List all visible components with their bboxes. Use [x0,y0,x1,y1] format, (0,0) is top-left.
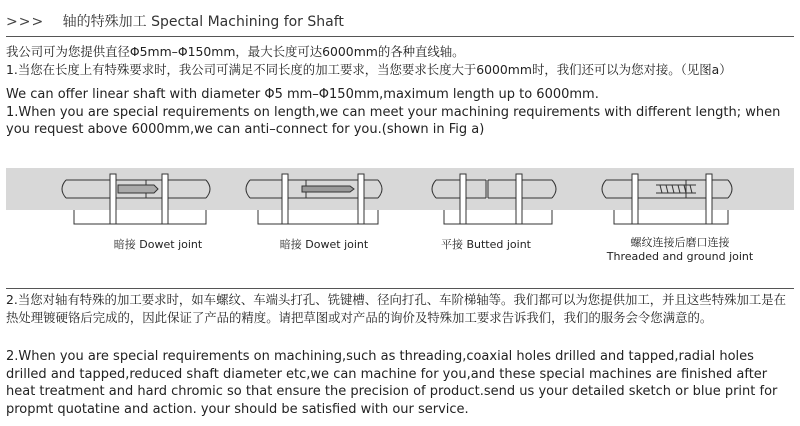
section2-cn-paragraph: 2.当您对轴有特殊的加工要求时，如车螺纹、车端头打孔、铣键槽、径向打孔、车阶梯轴等。我们都可以为您提供加工，并且这些特殊加工是在热处理镀硬铬后完成的，因此保证了产品的精度。请把草图或对产品的询价及特殊加工要求告诉我们，我们的服务会令您满意的。 [6,292,787,325]
dowel-joint-diagram-2 [246,174,382,224]
intro-en-paragraph: We can offer linear shaft with diameter Φ5 mm–Φ150mm,maximum length up to 6000mm. 1.When you are special requirements on length,we can meet your machining requirements with different length; when you request above 6000mm,we can anti–connect for you.(shown in Fig a) [6,87,781,137]
caption-butted-joint: 平接 Butted joint [440,238,531,251]
section-header [6,8,794,36]
threaded-joint-diagram [602,174,732,224]
intro-cn-paragraph: 我公司可为您提供直径Φ5mm–Φ150mm，最大长度可达6000mm的各种直线轴。 1.当您在长度上有特殊要求时，我公司可满足不同长度的加工要求，当您要求长度大于6000mm时，我们还可以为您对接。（见图a） [6,44,732,77]
arrows-icon: >>> [6,14,45,30]
section2-en-paragraph: 2.When you are special requirements on machining,such as threading,coaxial holes drilled and tapped,radial holes drilled and tapped,reduced shaft diameter etc,we can machine for you,and these special machines are finished after heat treatment and hard chromic so that ensure the precision of product.send us your detailed sketch or blue print for propmt quotatine and action. your should be satisfied with our service. [6,349,778,417]
joint-figure [6,168,794,264]
section-divider [6,288,794,289]
dowel-joint-diagram-1 [62,174,210,224]
header-divider [6,36,794,37]
butted-joint-diagram [432,174,556,224]
caption-threaded-joint-cn: 螺纹连接后磨口连接 [630,236,730,249]
section-title: 轴的特殊加工 Spectal Machining for Shaft [62,14,344,30]
caption-dowel-joint-1: 暗接 Dowet joint [113,238,203,251]
caption-threaded-joint-en: Threaded and ground joint [606,250,754,263]
caption-dowel-joint-2: 暗接 Dowet joint [279,238,369,251]
